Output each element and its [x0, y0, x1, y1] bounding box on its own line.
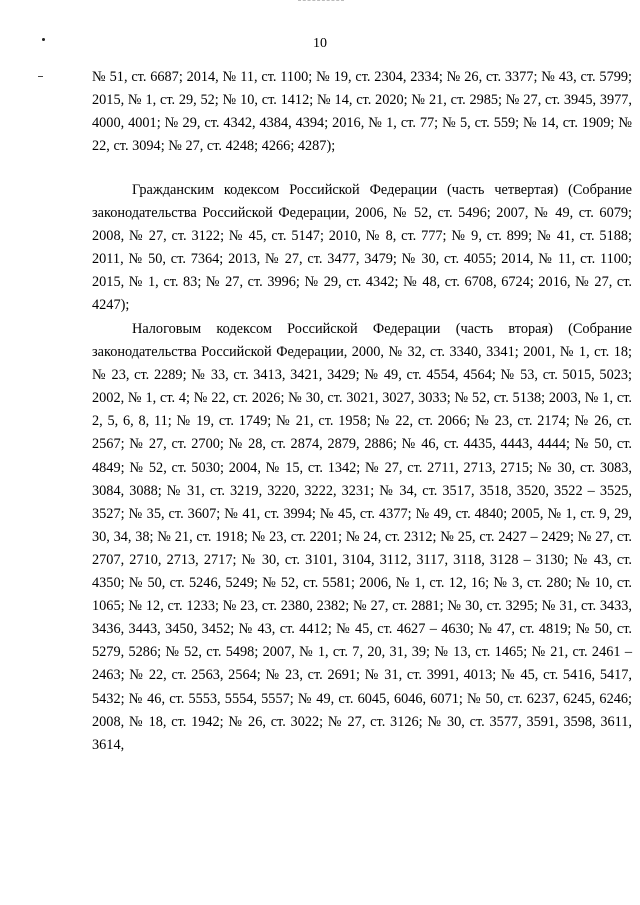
scan-dash-mark [38, 76, 43, 77]
paragraph-tax-code: Налоговым кодексом Российской Федерации (часть вторая) (Собрание законодательства Российской Федерации, 2000, № 32, ст. 3340, 3341; 2001, № 1, ст. 18; № 23, ст. 2289; № 33, ст. 3413, 3421, 3429; № 49, ст. 4554, 4564; № 53, ст. 5015, 5023; 2002, № 1, ст. 4; № 22, ст. 2026; № 30, ст. 3021, 3027, 3033; № 52, ст. 5138; 2003, № 1, ст. 2, 5, 6, 8, 11; № 19, ст. 1749; № 21, ст. 1958; № 22, ст. 2066; № 23, ст. 2174; № 26, ст. 2567; № 27, ст. 2700; № 28, ст. 2874, 2879, 2886; № 46, ст. 4435, 4443, 4444; № 50, ст. 4849; № 52, ст. 5030; 2004, № 15, ст. 1342; № 27, ст. 2711, 2713, 2715; № 30, ст. 3083, 3084, 3088; № 31, ст. 3219, 3220, 3222, 3231; № 34, ст. 3517, 3518, 3520, 3522 – 3525, 3527; № 35, ст. 3607; № 41, ст. 3994; № 45, ст. 4377; № 49, ст. 4840; 2005, № 1, ст. 9, 29, 30, 34, 38; № 21, ст. 1918; № 23, ст. 2201; № 24, ст. 2312; № 25, ст. 2427 – 2429; № 27, ст. 2707, 2710, 2713, 2717; № 30, ст. 3101, 3104, 3112, 3117, 3118, 3128 – 3130; № 43, ст. 4350; № 50, ст. 5246, 5249; № 52, ст. 5581; 2006, № 1, ст. 12, 16; № 3, ст. 280; № 10, ст. 1065; № 12, ст. 1233; № 23, ст. 2380, 2382; № 27, ст. 2881; № 30, ст. 3295; № 31, ст. 3433, 3436, 3443, 3450, 3452; № 43, ст. 4412; № 45, ст. 4627 – 4630; № 47, ст. 4819; № 50, ст. 5279, 5286; № 52, ст. 5498; 2007, № 1, ст. 7, 20, 31, 39; № 13, ст. 1465; № 21, ст. 2461 – 2463; № 22, ст. 2563, 2564; № 23, ст. 2691; № 31, ст. 3991, 4013; № 45, ст. 5416, 5417, 5432; № 46, ст. 5553, 5554, 5557; № 49, ст. 6045, 6046, 6071; № 50, ст. 6237, 6245, 6246; 2008, № 18, ст. 1942; № 26, ст. 3022; № 27, ст. 3126; № 30, ст. 3577, 3591, 3598, 3611, 3614, [92, 321, 632, 753]
top-edge-mark [298, 0, 344, 2]
page-number: 10 [313, 36, 327, 51]
paragraph-continuation: № 51, ст. 6687; 2014, № 11, ст. 1100; № 19, ст. 2304, 2334; № 26, ст. 3377; № 43, ст. 5799; 2015, № 1, ст. 29, 52; № 10, ст. 1412; № 14, ст. 2020; № 21, ст. 2985; № 27, ст. 3945, 3977, 4000, 4001; № 29, ст. 4342, 4384, 4394; 2016, № 1, ст. 77; № 5, ст. 559; № 14, ст. 1909; № 22, ст. 3094; № 27, ст. 4248; 4266; 4287); [92, 69, 632, 155]
paragraph-civil-code: Гражданским кодексом Российской Федерации (часть четвертая) (Собрание законодательства Российской Федерации, 2006, № 52, ст. 5496; 2007, № 49, ст. 6079; 2008, № 27, ст. 3122; № 45, ст. 5147; 2010, № 8, ст. 777; № 9, ст. 899; № 41, ст. 5188; 2011, № 50, ст. 7364; 2013, № 27, ст. 3477, 3479; № 30, ст. 4055; 2014, № 11, ст. 1100; 2015, № 1, ст. 83; № 27, ст. 3996; № 29, ст. 4342; № 48, ст. 6708, 6724; 2016, № 27, ст. 4247); [92, 182, 632, 314]
